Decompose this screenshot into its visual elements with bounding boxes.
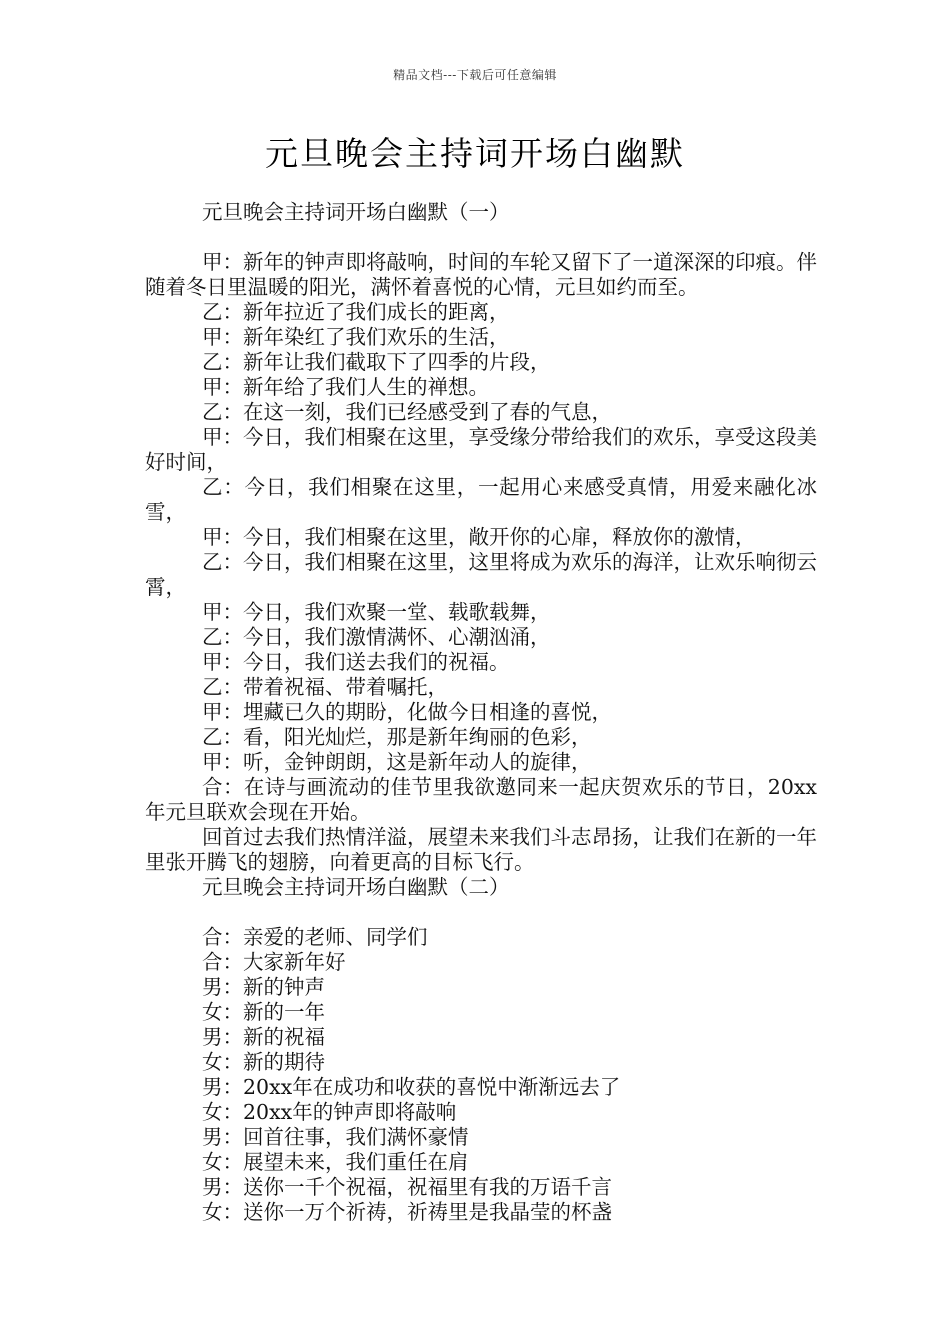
dialogue-line: 甲：新年染红了我们欢乐的生活， [202, 325, 510, 349]
blank-line [145, 900, 817, 925]
paragraph: 乙：今日，我们相聚在这里，一起用心来感受真情，用爱来融化冰雪， [145, 475, 817, 524]
dialogue-line: 乙：带着祝福、带着嘱托， [202, 675, 448, 699]
dialogue-line: 女：新的一年 [202, 1000, 325, 1024]
dialogue-line: 男：20xx年在成功和收获的喜悦中渐渐远去了 [202, 1075, 621, 1099]
dialogue-line: 男：新的钟声 [202, 975, 325, 999]
paragraph: 回首过去我们热情洋溢，展望未来我们斗志昂扬，让我们在新的一年里张开腾飞的翅膀，向着更高的目标飞行。 [145, 825, 817, 874]
dialogue-line: 女：送你一万个祈祷，祈祷里是我晶莹的杯盏 [202, 1200, 612, 1224]
page-header: 精品文档---下载后可任意编辑 [393, 68, 557, 82]
dialogue-line: 男：新的祝福 [202, 1025, 325, 1049]
document-body [145, 200, 817, 1225]
dialogue-line: 乙：今日，我们激情满怀、心潮汹涌， [202, 625, 551, 649]
dialogue-line: 乙：看，阳光灿烂，那是新年绚丽的色彩， [202, 725, 592, 749]
dialogue-line: 合：大家新年好 [202, 950, 346, 974]
dialogue-line: 甲：今日，我们相聚在这里，敞开你的心扉，释放你的激情， [202, 525, 756, 549]
dialogue-line: 男：回首往事，我们满怀豪情 [202, 1125, 469, 1149]
paragraph: 合：在诗与画流动的佳节里我欲邀同来一起庆贺欢乐的节日，20xx年元旦联欢会现在开始。 [145, 775, 817, 824]
dialogue-line: 乙：新年拉近了我们成长的距离， [202, 300, 510, 324]
dialogue-line: 乙：在这一刻，我们已经感受到了春的气息， [202, 400, 612, 424]
dialogue-line: 甲：新年给了我们人生的禅想。 [202, 375, 489, 399]
dialogue-line: 甲：今日，我们欢聚一堂、载歌载舞， [202, 600, 551, 624]
document-title: 元旦晚会主持词开场白幽默 [265, 134, 685, 173]
dialogue-line: 甲：听，金钟朗朗，这是新年动人的旋律， [202, 750, 592, 774]
section-heading-2: 元旦晚会主持词开场白幽默（二） [202, 875, 510, 899]
paragraph: 乙：今日，我们相聚在这里，这里将成为欢乐的海洋，让欢乐响彻云霄， [145, 550, 817, 599]
dialogue-line: 乙：新年让我们截取下了四季的片段， [202, 350, 551, 374]
dialogue-line: 女：新的期待 [202, 1050, 325, 1074]
paragraph: 甲：新年的钟声即将敲响，时间的车轮又留下了一道深深的印痕。伴随着冬日里温暖的阳光，满怀着喜悦的心情，元旦如约而至。 [145, 250, 817, 299]
dialogue-line: 甲：今日，我们送去我们的祝福。 [202, 650, 510, 674]
dialogue-line: 女：20xx年的钟声即将敲响 [202, 1100, 457, 1124]
dialogue-line: 甲：埋藏已久的期盼，化做今日相逢的喜悦， [202, 700, 612, 724]
section-heading-1: 元旦晚会主持词开场白幽默（一） [202, 200, 510, 224]
dialogue-line: 合：亲爱的老师、同学们 [202, 925, 428, 949]
paragraph: 甲：今日，我们相聚在这里，享受缘分带给我们的欢乐，享受这段美好时间， [145, 425, 817, 474]
dialogue-line: 女：展望未来，我们重任在肩 [202, 1150, 469, 1174]
dialogue-line: 男：送你一千个祝福，祝福里有我的万语千言 [202, 1175, 612, 1199]
blank-line [145, 225, 817, 250]
